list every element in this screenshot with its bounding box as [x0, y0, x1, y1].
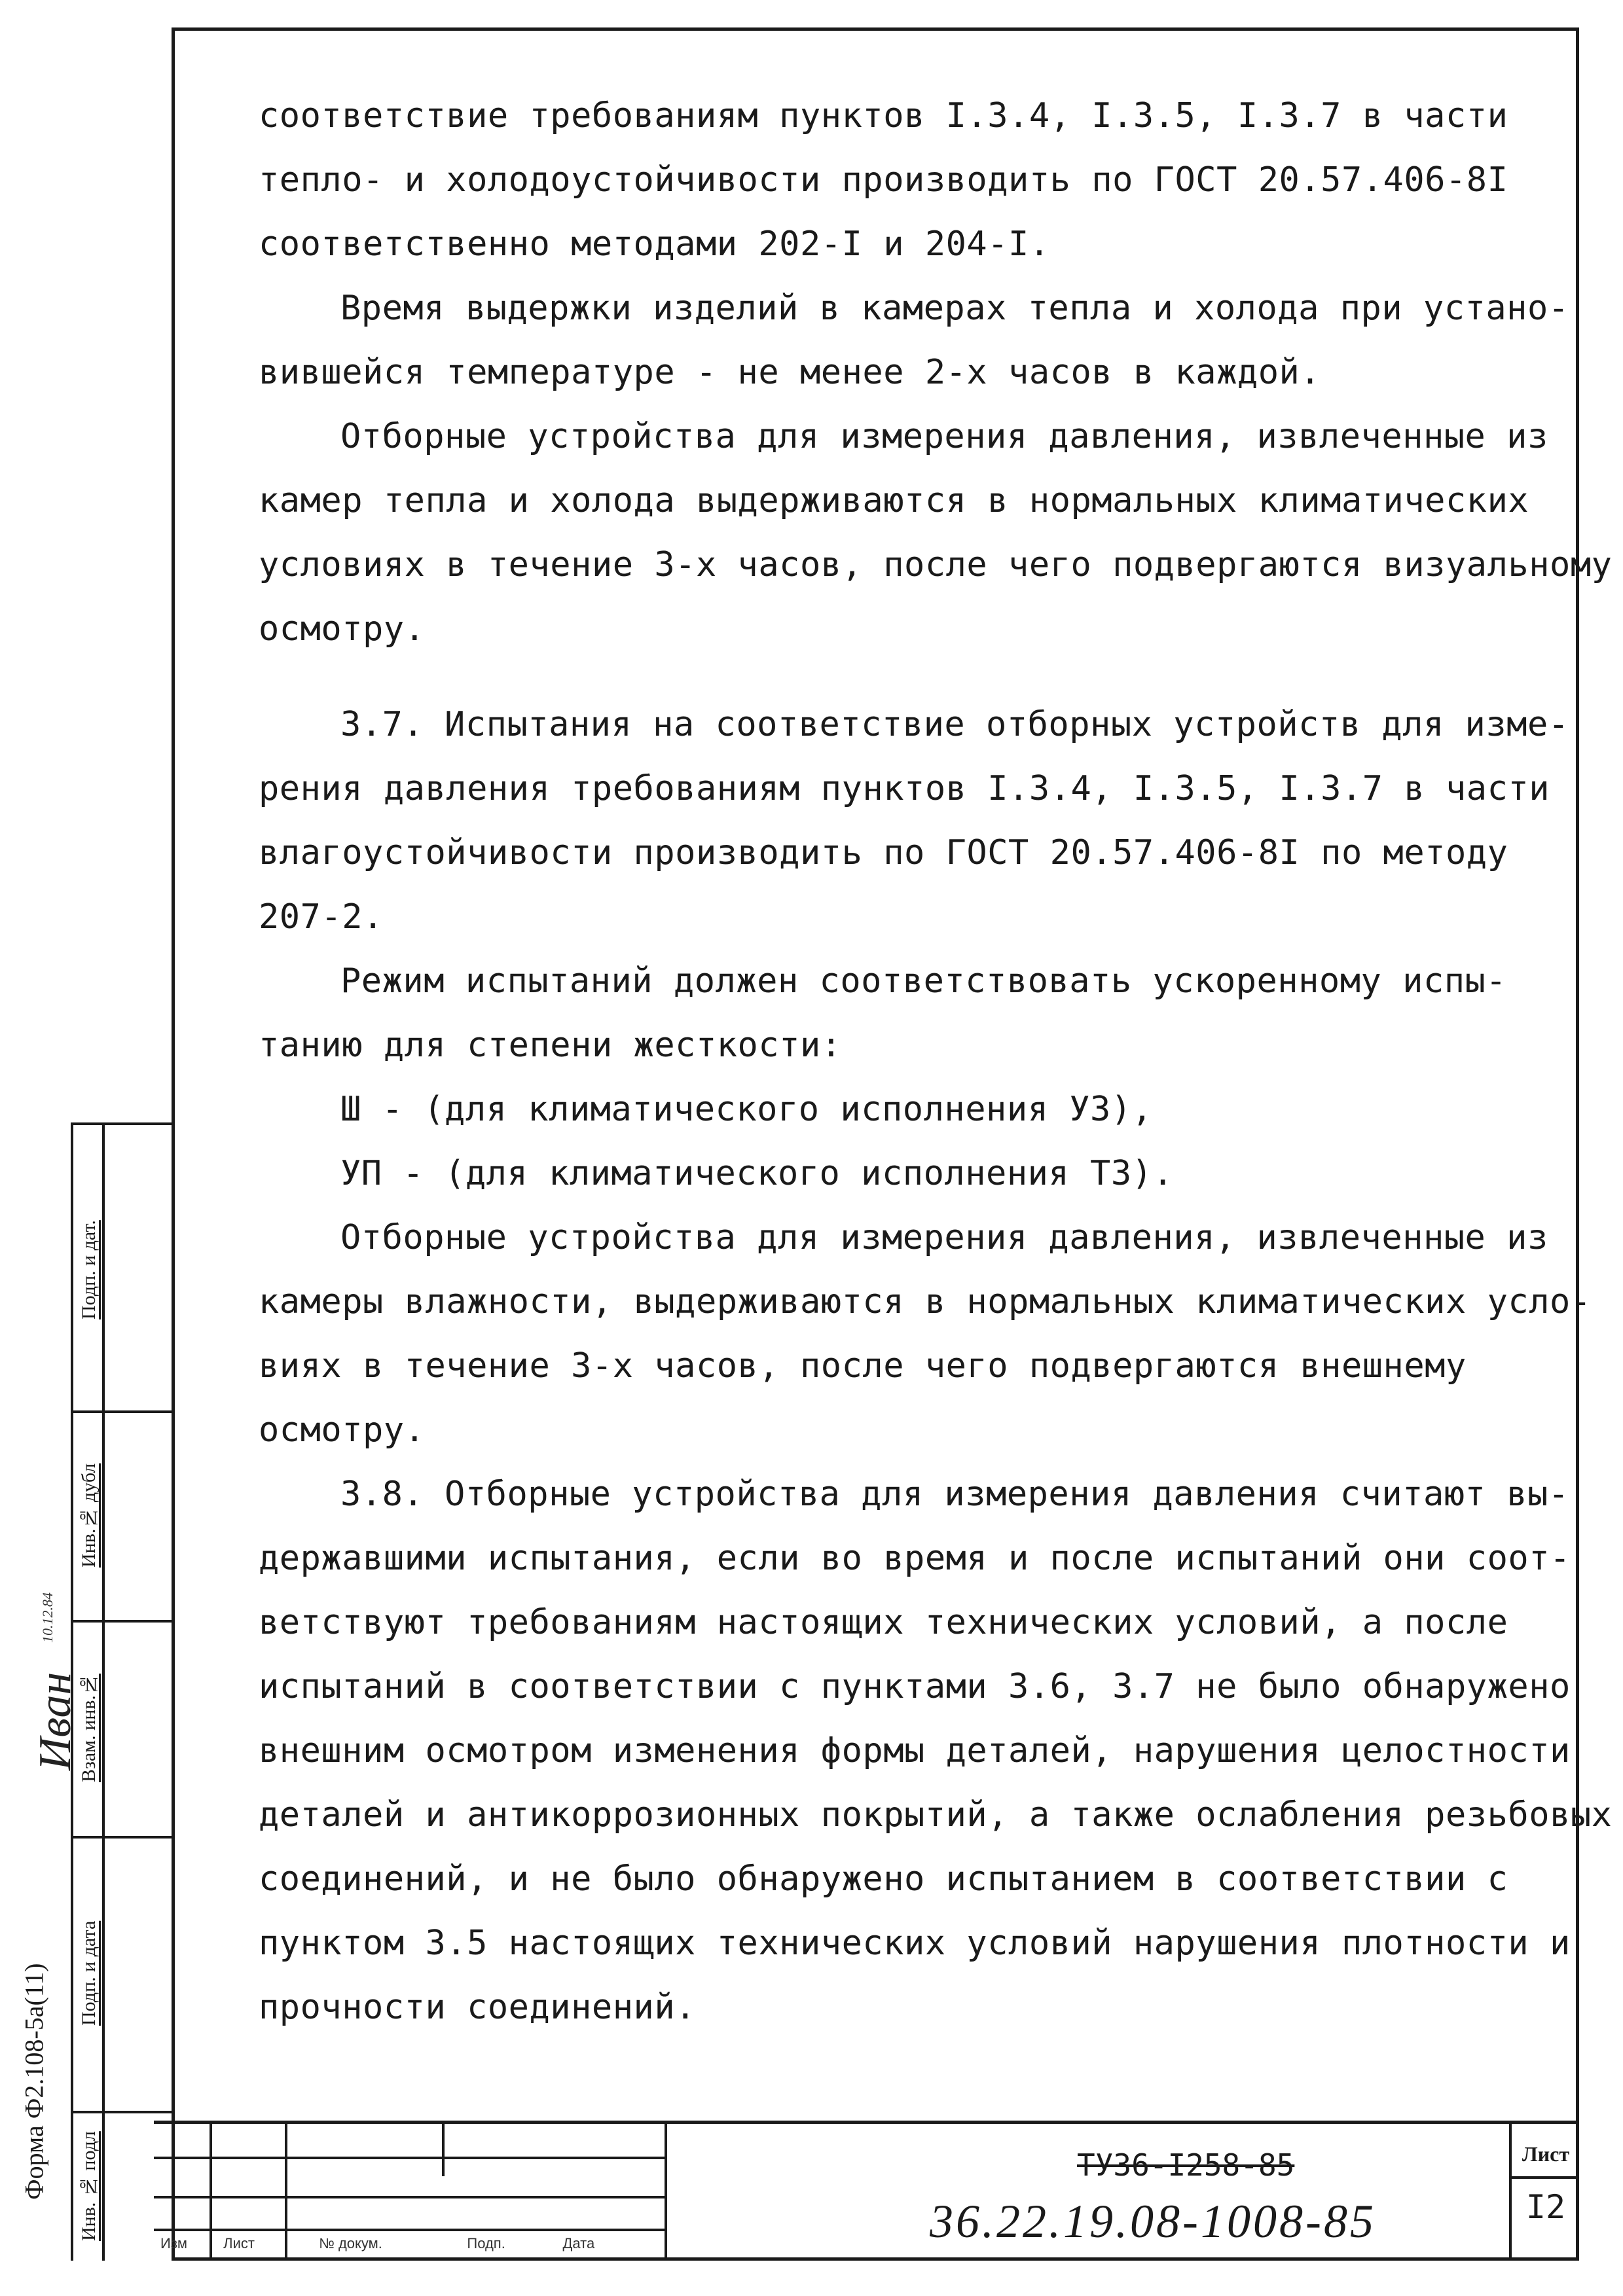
tb-rule — [1509, 2176, 1579, 2179]
struck-doc-number: ТУ36-I258-85 — [1077, 2147, 1295, 2183]
text-line: рения давления требованиям пунктов I.3.4, I.3.5, I.3.7 в части — [259, 769, 1550, 808]
sign-and-date-label: Подп. и дат. — [78, 1220, 100, 1319]
title-block-headers — [160, 2235, 684, 2252]
strip-rule — [73, 1836, 174, 1839]
text-line: соответствие требованиям пунктов I.3.4, I.3.5, I.3.7 в части — [259, 96, 1508, 135]
text-line: Отборные устройства для измерения давления, извлеченные из — [340, 1218, 1548, 1257]
list-item: УП - (для климатического исполнения Т3). — [340, 1154, 1174, 1193]
strip-rule — [73, 2111, 174, 2113]
text-line: танию для степени жесткости: — [259, 1026, 842, 1065]
text-line: ветствуют требованиям настоящих технических условий, а после — [259, 1603, 1508, 1642]
tb-divider — [1509, 2124, 1512, 2261]
side-stamp-strip — [71, 1122, 172, 2261]
text-line: Режим испытаний должен соответствовать ускоренному испы- — [340, 961, 1507, 1001]
handwritten-signature: Иван — [30, 1672, 81, 1771]
text-line: прочности соединений. — [259, 1988, 696, 2027]
text-line: державшими испытания, если во время и после испытаний они соот- — [259, 1539, 1571, 1578]
text-line: тепло- и холодоустойчивости производить по ГОСТ 20.57.406-8I — [259, 160, 1508, 200]
strip-rule — [73, 1122, 174, 1125]
tb-rule — [154, 2157, 665, 2159]
paragraph-gap — [259, 661, 1568, 692]
signature-date: 10.12.84 — [39, 1592, 56, 1643]
text-line: виях в течение 3-х часов, после чего подвергаются внешнему — [259, 1346, 1467, 1386]
handwritten-doc-number: 36.22.19.08-1008-85 — [930, 2195, 1376, 2248]
strip-rule — [73, 1410, 174, 1413]
text-line: влагоустойчивости производить по ГОСТ 20.57.406-8I по методу — [259, 833, 1508, 872]
section-3-8-heading: 3.8. Отборные устройства для измерения давления считают вы- — [340, 1475, 1569, 1514]
text-line: камер тепла и холода выдерживаются в нормальных климатических — [259, 481, 1529, 520]
form-code: Форма Ф2.108-5а(11) — [19, 1963, 49, 2200]
text-line: деталей и антикоррозионных покрытий, а также ослабления резьбовых — [259, 1795, 1613, 1835]
header-sheet: Лист — [223, 2235, 255, 2251]
text-line: внешним осмотром изменения формы деталей, нарушения целостности — [259, 1731, 1571, 1770]
header-doc-no: № докум. — [319, 2235, 382, 2251]
signature-date-label: Подп. и дата — [78, 1920, 100, 2026]
text-line: соответственно методами 202-I и 204-I. — [259, 224, 1050, 264]
text-line: камеры влажности, выдерживаются в нормальных климатических усло- — [259, 1282, 1592, 1321]
tb-rule — [154, 2196, 665, 2198]
tb-rule — [154, 2229, 665, 2231]
text-line: 207-2. — [259, 897, 384, 937]
text-line: вившейся температуре - не менее 2-х часов в каждой. — [259, 353, 1321, 392]
text-line: Отборные устройства для измерения давления, извлеченные из — [340, 417, 1548, 456]
header-change: Изм — [160, 2235, 188, 2251]
text-line: испытаний в соответствии с пунктами 3.6, 3.7 не было обнаружено — [259, 1667, 1571, 1706]
replacement-inventory-label: Взам. инв.№ — [78, 1674, 100, 1782]
tb-divider — [442, 2124, 445, 2176]
text-line: соединений, и не было обнаружено испытанием в соответствии с — [259, 1859, 1508, 1899]
document-body — [259, 84, 1613, 2039]
list-item: Ш - (для климатического исполнения У3), — [340, 1090, 1153, 1129]
text-line: Время выдержки изделий в камерах тепла и холода при устано- — [340, 289, 1569, 328]
duplicate-inventory-label: Инв.№ дубл — [78, 1463, 100, 1568]
sheet-label: Лист — [1522, 2142, 1570, 2166]
strip-divider — [102, 1122, 105, 2261]
text-line: условиях в течение 3-х часов, после чего подвергаются визуальному — [259, 545, 1613, 584]
section-3-7-heading: 3.7. Испытания на соответствие отборных устройств для изме- — [340, 705, 1569, 744]
text-line: пунктом 3.5 настоящих технических условий нарушения плотности и — [259, 1924, 1571, 1963]
sheet-number: I2 — [1525, 2188, 1566, 2226]
text-line: осмотру. — [259, 1410, 426, 1450]
title-block — [154, 2121, 1579, 2261]
header-date: Дата — [562, 2235, 595, 2251]
original-inventory-label: Инв. № подл — [78, 2131, 100, 2241]
header-signature: Подп. — [467, 2235, 505, 2251]
strip-rule — [73, 1620, 174, 1623]
text-line: осмотру. — [259, 609, 426, 649]
